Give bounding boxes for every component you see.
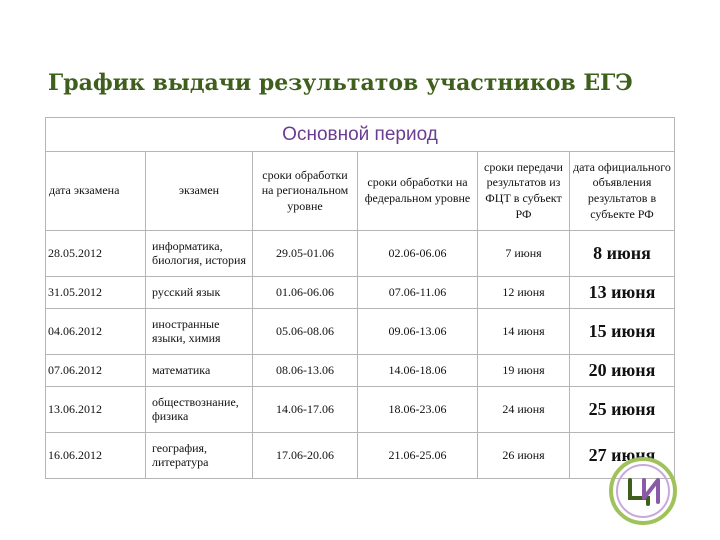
cell-exam: иностранные языки, химия	[146, 309, 253, 355]
period-row	[46, 118, 675, 152]
header-exam: экзамен	[146, 152, 253, 231]
cell-official: 8 июня	[570, 231, 675, 277]
cell-exam: математика	[146, 355, 253, 387]
period-label: Основной период	[282, 123, 438, 145]
cell-transfer: 19 июня	[478, 355, 570, 387]
cell-transfer: 14 июня	[478, 309, 570, 355]
cell-official: 20 июня	[570, 355, 675, 387]
table-row	[46, 231, 675, 277]
cell-federal: 09.06-13.06	[358, 309, 478, 355]
cell-transfer: 24 июня	[478, 387, 570, 433]
header-official: дата официального объявления результатов в субъекте РФ	[570, 152, 675, 231]
cell-regional: 08.06-13.06	[253, 355, 358, 387]
cell-transfer: 12 июня	[478, 277, 570, 309]
cell-federal: 21.06-25.06	[358, 433, 478, 479]
header-federal: сроки обработки на федеральном уровне	[358, 152, 478, 231]
results-schedule-table	[45, 117, 675, 479]
cell-official: 27 июня	[570, 433, 675, 479]
cell-date: 04.06.2012	[46, 309, 146, 355]
cell-regional: 14.06-17.06	[253, 387, 358, 433]
cell-regional: 29.05-01.06	[253, 231, 358, 277]
period-cell	[46, 118, 675, 152]
org-logo-icon	[604, 456, 682, 526]
header-row	[46, 152, 675, 231]
cell-exam: география, литература	[146, 433, 253, 479]
table-row	[46, 309, 675, 355]
table-row	[46, 387, 675, 433]
cell-date: 13.06.2012	[46, 387, 146, 433]
cell-transfer: 26 июня	[478, 433, 570, 479]
cell-federal: 18.06-23.06	[358, 387, 478, 433]
cell-official: 13 июня	[570, 277, 675, 309]
header-transfer: сроки передачи результатов из ФЦТ в субъект РФ	[478, 152, 570, 231]
cell-date: 16.06.2012	[46, 433, 146, 479]
table-row	[46, 433, 675, 479]
cell-date: 07.06.2012	[46, 355, 146, 387]
table-row	[46, 277, 675, 309]
cell-regional: 17.06-20.06	[253, 433, 358, 479]
cell-transfer: 7 июня	[478, 231, 570, 277]
cell-date: 28.05.2012	[46, 231, 146, 277]
header-regional: сроки обработки на региональном уровне	[253, 152, 358, 231]
cell-federal: 07.06-11.06	[358, 277, 478, 309]
cell-federal: 02.06-06.06	[358, 231, 478, 277]
page-title: График выдачи результатов участников ЕГЭ	[48, 70, 633, 96]
cell-exam: русский язык	[146, 277, 253, 309]
table-row	[46, 355, 675, 387]
cell-official: 25 июня	[570, 387, 675, 433]
cell-regional: 05.06-08.06	[253, 309, 358, 355]
cell-exam: информатика, биология, история	[146, 231, 253, 277]
cell-regional: 01.06-06.06	[253, 277, 358, 309]
cell-federal: 14.06-18.06	[358, 355, 478, 387]
cell-date: 31.05.2012	[46, 277, 146, 309]
cell-exam: обществознание, физика	[146, 387, 253, 433]
header-date: дата экзамена	[46, 152, 146, 231]
cell-official: 15 июня	[570, 309, 675, 355]
